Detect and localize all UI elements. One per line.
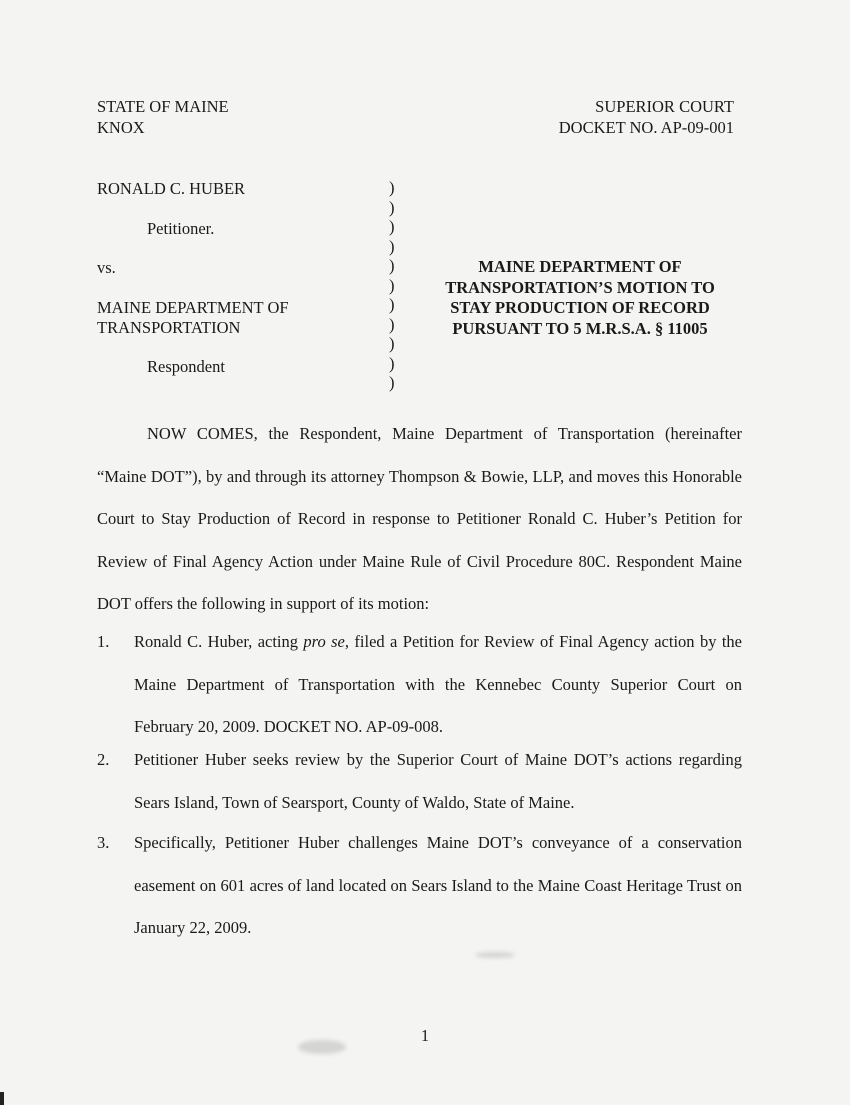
paren: ) xyxy=(389,197,395,217)
motion-title-line4: PURSUANT TO 5 M.R.S.A. § 11005 xyxy=(452,318,708,338)
paren: ) xyxy=(389,217,395,236)
paren: ) xyxy=(389,373,395,392)
respondent-role: Respondent xyxy=(147,357,225,376)
petitioner-name: RONALD C. HUBER xyxy=(97,179,246,198)
paren: ) xyxy=(389,236,395,256)
motion-title-line2: TRANSPORTATION’S MOTION TO xyxy=(445,277,715,297)
numbered-list-item-2 xyxy=(97,739,742,824)
header-county: KNOX xyxy=(97,118,145,137)
paren: ) xyxy=(389,295,395,314)
page-number: 1 xyxy=(420,1026,430,1045)
item-text: Petitioner Huber seeks review by the Superior Court of Maine DOT’s actions regarding Sears Island, Town of Searsport, County of Waldo, State of Maine. xyxy=(134,750,742,812)
item-text: Specifically, Petitioner Huber challenges Maine DOT’s conveyance of a conservation easement on 601 acres of land located on Sears Island to the Maine Coast Heritage Trust on January 22, 2009. xyxy=(134,833,742,937)
scan-smudge xyxy=(475,952,515,958)
numbered-list-item-1 xyxy=(97,621,742,749)
item-number: 3. xyxy=(97,833,110,852)
header-docket: DOCKET NO. AP-09-001 xyxy=(558,118,734,137)
paren: ) xyxy=(389,256,395,275)
versus: vs. xyxy=(97,258,116,277)
scan-smudge xyxy=(298,1040,346,1054)
header-court: SUPERIOR COURT xyxy=(595,97,734,116)
paren: ) xyxy=(389,275,395,295)
intro-paragraph xyxy=(97,413,742,626)
header-state: STATE OF MAINE xyxy=(97,97,229,116)
petitioner-role: Petitioner. xyxy=(147,219,215,238)
caption-parentheses xyxy=(389,178,395,393)
item-emphasis: pro se xyxy=(303,632,345,651)
paren: ) xyxy=(389,353,395,373)
numbered-list-item-3 xyxy=(97,822,742,950)
respondent-name-line2: TRANSPORTATION xyxy=(97,318,241,337)
item-text: , filed a Petition for Review of Final Agency action by the Maine Department of Transportation with the Kennebec County Superior Court on February 20, 2009. DOCKET NO. AP-09-008. xyxy=(134,632,743,736)
motion-title-line3: STAY PRODUCTION OF RECORD xyxy=(450,298,710,317)
paren: ) xyxy=(389,334,395,353)
item-number: 1. xyxy=(97,632,110,651)
scan-edge-mark xyxy=(0,1092,4,1105)
motion-title xyxy=(420,257,740,339)
motion-title-line1: MAINE DEPARTMENT OF xyxy=(478,257,682,276)
item-text: Ronald C. Huber, acting xyxy=(134,632,304,651)
respondent-name-line1: MAINE DEPARTMENT OF xyxy=(97,298,289,317)
item-number: 2. xyxy=(97,750,110,769)
paren: ) xyxy=(389,314,395,334)
paren: ) xyxy=(389,178,395,197)
intro-text: NOW COMES, the Respondent, Maine Department of Transportation (hereinafter “Maine DOT”), by and through its attorney Thompson & Bowie, LLP, and moves this Honorable Court to Stay Production of Record in response to Petitioner Ronald C. Huber’s Petition for Review of Final Agency Action under Maine Rule of Civil Procedure 80C. Respondent Maine DOT offers the following in support of its motion: xyxy=(97,424,742,613)
